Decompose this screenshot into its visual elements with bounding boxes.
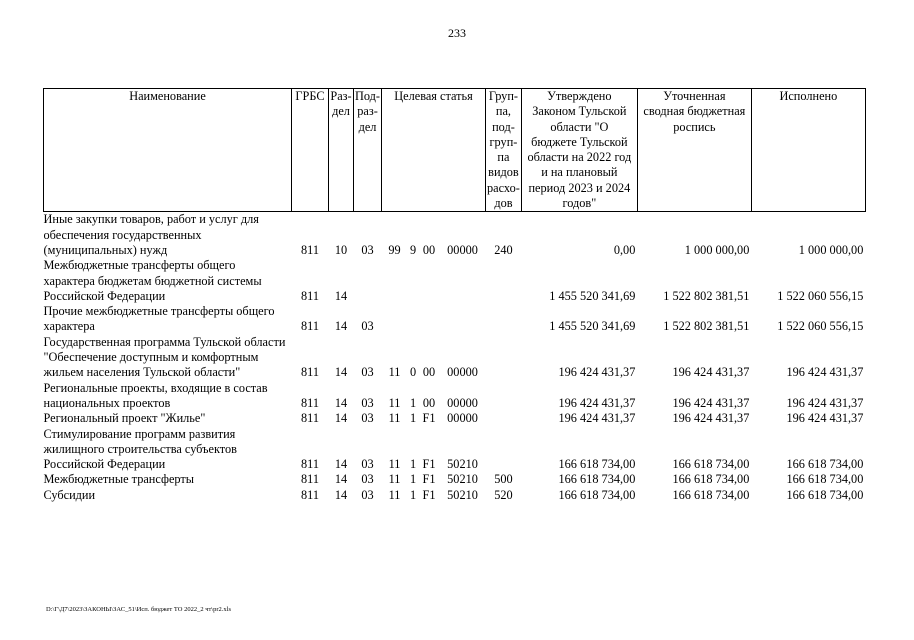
row-target-direction: 00000 — [447, 242, 478, 257]
row-podrazdel: 03 — [361, 487, 374, 502]
row-target-program — [382, 304, 408, 335]
file-path-footer: D:\Г\Д7\2023\ЗАКОНЫ\ЗАС_51\Исп. бюджет ТО 2022_2 чт\pr2.xls — [46, 606, 231, 613]
row-approved: 1 455 520 341,69 — [549, 319, 636, 334]
row-target-event: 00 — [422, 365, 436, 380]
row-podrazdel: 03 — [361, 365, 374, 380]
row-name: Региональный проект "Жилье" — [43, 411, 206, 426]
row-expense-group — [486, 411, 522, 426]
row-executed: 1 522 060 556,15 — [777, 288, 864, 303]
row-target-subprogram: 1 — [409, 411, 417, 426]
row-target-event: 00 — [422, 242, 436, 257]
row-name: Межбюджетные трансферты общего характера бюджетам бюджетной системы Российской Федерации — [43, 258, 262, 303]
row-executed: 1 522 060 556,15 — [777, 319, 864, 334]
row-target-direction: 00000 — [447, 411, 478, 426]
row-podrazdel: 03 — [361, 395, 374, 410]
row-refined: 166 618 734,00 — [672, 472, 750, 487]
row-grbs: 811 — [301, 457, 319, 472]
row-razdel: 14 — [334, 288, 348, 303]
row-approved: 166 618 734,00 — [558, 472, 636, 487]
row-razdel: 14 — [334, 487, 348, 502]
row-podrazdel — [354, 258, 382, 304]
row-grbs: 811 — [301, 242, 319, 257]
row-target-subprogram: 0 — [409, 365, 417, 380]
row-refined: 166 618 734,00 — [672, 457, 750, 472]
row-grbs: 811 — [301, 472, 319, 487]
row-target-event — [419, 258, 440, 304]
row-target-event — [419, 304, 440, 335]
row-target-direction — [440, 258, 486, 304]
row-target-direction: 50210 — [447, 472, 478, 487]
table-row — [44, 472, 866, 487]
row-approved: 196 424 431,37 — [558, 411, 636, 426]
table-row — [44, 381, 866, 412]
row-target-event: F1 — [422, 487, 436, 502]
row-name: Межбюджетные трансферты — [43, 472, 195, 487]
row-expense-group: 520 — [494, 487, 513, 502]
row-approved: 0,00 — [613, 242, 636, 257]
header-approved: Утверждено Законом Тульской области "О бюджете Тульской области на 2022 год и на плановый период 2023 и 2024 годов" — [521, 89, 637, 212]
header-name: Наименование — [44, 89, 292, 212]
table-row — [44, 335, 866, 381]
row-expense-group: 240 — [494, 242, 513, 257]
row-refined: 166 618 734,00 — [672, 487, 750, 502]
row-target-event: F1 — [422, 457, 436, 472]
row-approved: 166 618 734,00 — [558, 457, 636, 472]
row-razdel: 14 — [334, 319, 348, 334]
table-row — [44, 488, 866, 503]
row-approved: 196 424 431,37 — [558, 365, 636, 380]
budget-table — [43, 88, 866, 503]
table-row — [44, 411, 866, 426]
row-target-program: 11 — [388, 487, 401, 502]
row-expense-group — [486, 304, 522, 335]
row-refined: 196 424 431,37 — [672, 395, 750, 410]
row-executed: 166 618 734,00 — [786, 457, 864, 472]
header-executed: Исполнено — [751, 89, 865, 212]
row-expense-group — [486, 335, 522, 381]
row-razdel: 14 — [334, 365, 348, 380]
row-grbs: 811 — [301, 395, 319, 410]
row-name: Иные закупки товаров, работ и услуг для обеспечения государственных (муниципальных) нужд — [43, 212, 259, 257]
row-razdel: 14 — [334, 395, 348, 410]
row-executed: 196 424 431,37 — [786, 395, 864, 410]
row-name: Стимулирование программ развития жилищного строительства субъектов Российской Федерации — [43, 426, 237, 472]
row-grbs: 811 — [301, 411, 319, 426]
row-target-program: 11 — [388, 457, 401, 472]
row-target-subprogram: 1 — [409, 472, 417, 487]
header-razdel: Раз- дел — [329, 89, 354, 212]
row-podrazdel: 03 — [361, 242, 374, 257]
row-target-event: F1 — [422, 472, 436, 487]
row-razdel: 14 — [334, 472, 348, 487]
row-podrazdel: 03 — [361, 472, 374, 487]
page-number: 233 — [448, 26, 466, 40]
row-refined: 1 522 802 381,51 — [663, 319, 750, 334]
row-podrazdel: 03 — [361, 457, 374, 472]
row-target-direction: 00000 — [447, 395, 478, 410]
row-refined: 196 424 431,37 — [672, 365, 750, 380]
row-target-program: 99 — [388, 242, 401, 257]
row-podrazdel: 03 — [361, 319, 374, 334]
row-target-program: 11 — [388, 365, 401, 380]
row-razdel: 14 — [334, 411, 348, 426]
row-approved: 196 424 431,37 — [558, 395, 636, 410]
row-target-program — [382, 258, 408, 304]
row-grbs: 811 — [301, 365, 319, 380]
row-name: Региональные проекты, входящие в состав национальных проектов — [43, 380, 268, 410]
table-row — [44, 258, 866, 304]
row-target-program: 11 — [388, 472, 401, 487]
row-expense-group — [486, 427, 522, 473]
row-target-subprogram — [408, 258, 419, 304]
row-approved: 1 455 520 341,69 — [549, 288, 636, 303]
row-podrazdel: 03 — [361, 411, 374, 426]
row-executed: 196 424 431,37 — [786, 411, 864, 426]
table-row — [44, 304, 866, 335]
row-expense-group — [486, 381, 522, 412]
row-expense-group — [486, 258, 522, 304]
row-target-program: 11 — [388, 411, 401, 426]
header-podrazdel: Под- раз- дел — [354, 89, 382, 212]
table-row — [44, 427, 866, 473]
row-refined: 1 000 000,00 — [684, 242, 750, 257]
row-target-event: 00 — [422, 395, 436, 410]
header-row — [44, 89, 866, 212]
row-approved: 166 618 734,00 — [558, 487, 636, 502]
header-target-article: Целевая статья — [382, 89, 486, 212]
header-refined: Уточненная сводная бюджетная роспись — [637, 89, 751, 212]
row-executed: 196 424 431,37 — [786, 365, 864, 380]
row-name: Прочие межбюджетные трансферты общего характера — [43, 304, 275, 334]
row-target-subprogram: 1 — [409, 487, 417, 502]
row-target-subprogram — [408, 304, 419, 335]
row-refined: 196 424 431,37 — [672, 411, 750, 426]
table-row — [44, 212, 866, 258]
row-target-direction: 50210 — [447, 487, 478, 502]
row-name: Субсидии — [43, 487, 96, 502]
row-refined: 1 522 802 381,51 — [663, 288, 750, 303]
row-executed: 166 618 734,00 — [786, 472, 864, 487]
row-executed: 1 000 000,00 — [798, 242, 864, 257]
row-expense-group: 500 — [494, 472, 513, 487]
row-target-direction: 50210 — [447, 457, 478, 472]
row-executed: 166 618 734,00 — [786, 487, 864, 502]
row-target-subprogram: 1 — [409, 395, 417, 410]
header-grbs: ГРБС — [292, 89, 329, 212]
row-grbs: 811 — [301, 319, 319, 334]
header-expense-group: Груп- па, под- груп- па видов расхо- дов — [487, 89, 520, 211]
row-grbs: 811 — [301, 288, 319, 303]
row-target-direction: 00000 — [447, 365, 478, 380]
row-target-subprogram: 9 — [409, 242, 417, 257]
row-grbs: 811 — [301, 487, 319, 502]
row-razdel: 10 — [334, 242, 348, 257]
row-target-direction — [440, 304, 486, 335]
row-target-event: F1 — [422, 411, 436, 426]
row-name: Государственная программа Тульской области "Обеспечение доступным и комфортным жильем населения Тульской области" — [43, 334, 286, 380]
row-razdel: 14 — [334, 457, 348, 472]
row-target-subprogram: 1 — [409, 457, 417, 472]
row-target-program: 11 — [388, 395, 401, 410]
